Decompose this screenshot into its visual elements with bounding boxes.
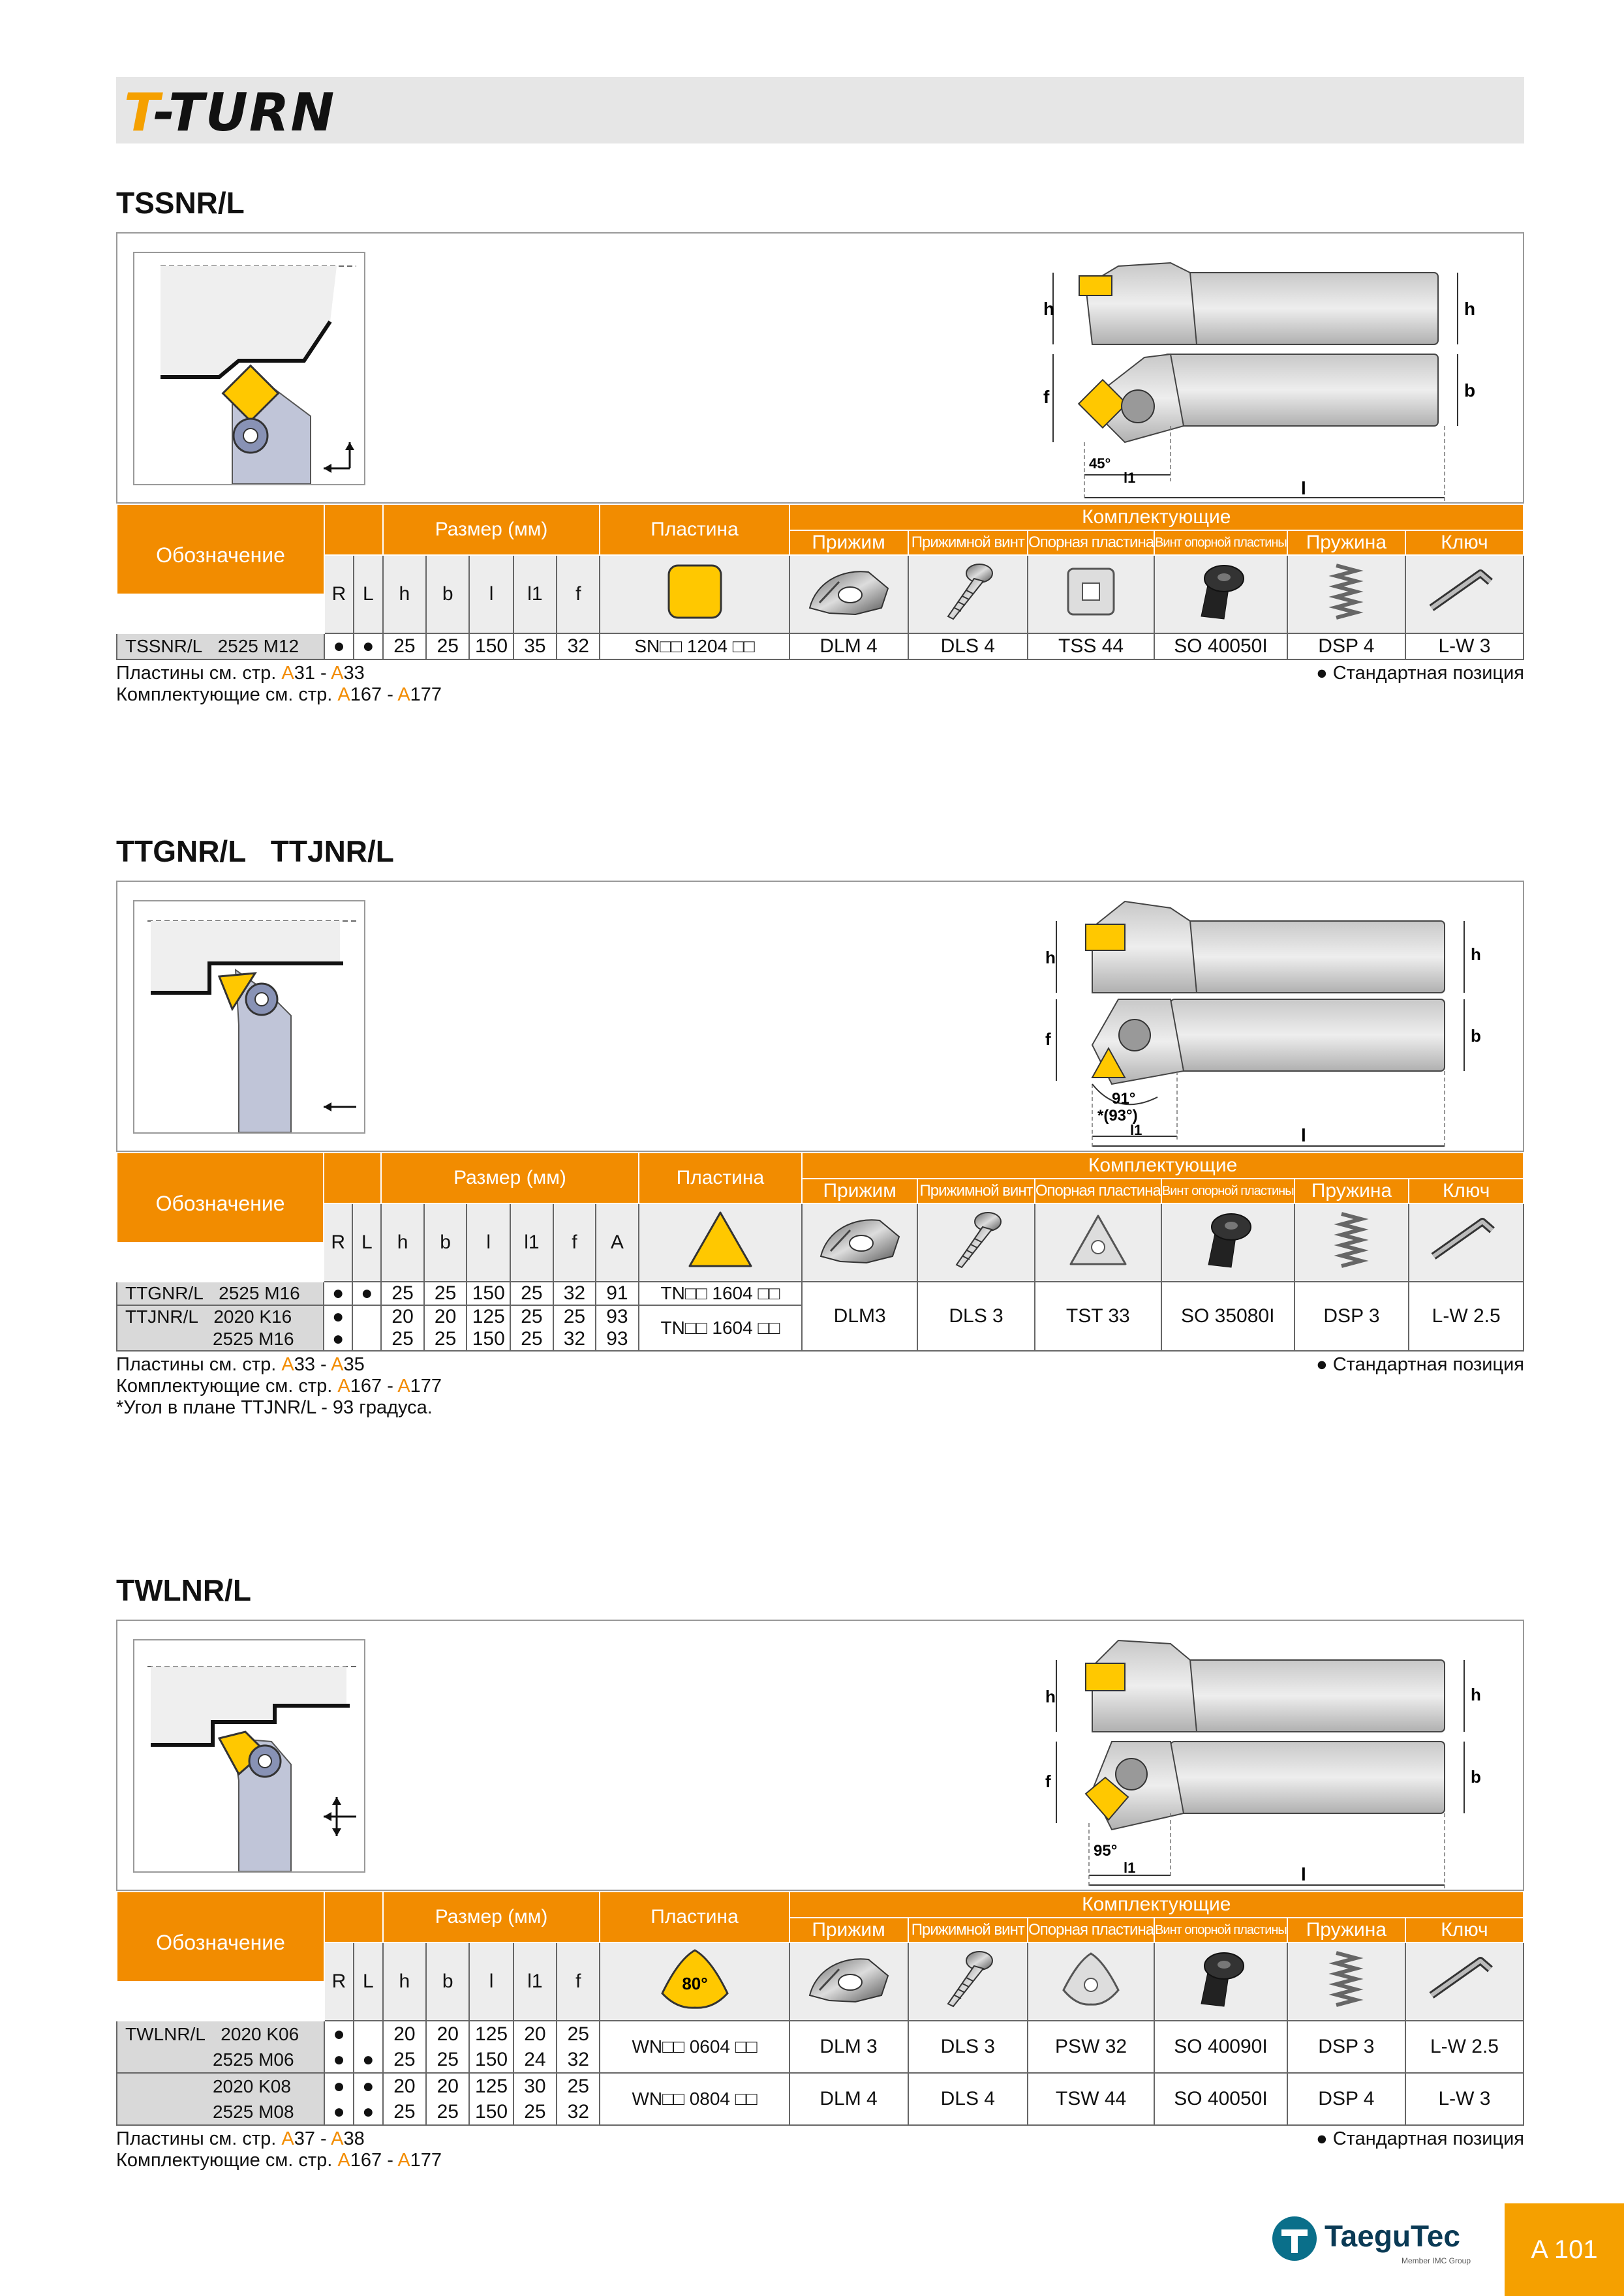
header-insert: Пластина — [600, 504, 789, 555]
brand-tagline: Member IMC Group — [1402, 2256, 1471, 2265]
taegutec-logo — [1271, 2211, 1480, 2273]
section-ttgnr-ttjnr — [116, 834, 1524, 1419]
standard-note: ● Стандартная позиция — [1316, 1354, 1524, 1375]
ttgnr-application-drawing — [134, 901, 364, 1132]
dim-f: f — [1043, 387, 1050, 407]
angle-label: 45° — [1089, 455, 1111, 472]
dim-l: l — [1301, 1864, 1306, 1884]
standard-note: ● Стандартная позиция — [1316, 2128, 1524, 2149]
header-clamp: Прижим — [789, 530, 908, 555]
angle-label: 91° — [1112, 1090, 1136, 1108]
spring-icon — [1287, 555, 1405, 633]
table-row: TSSNR/L 2525 M12 ● ● 25 25 150 35 32 SN□□ 1204 □□ DLM 4 DLS 4 TSS 44 SO 40050I DSP 4 L-W 3 — [117, 633, 1524, 659]
brand-name: TaeguTec — [1325, 2219, 1460, 2253]
designation-label: Обозначение — [117, 516, 324, 594]
footnote: *Угол в плане TTJNR/L - 93 градуса. — [116, 1397, 433, 1418]
designation-label: Обозначение — [117, 1903, 324, 1982]
spec-table-ttgnr: Размер (мм) Пластина Комплектующие Прижим Прижимной винт Опорная пластина Винт опорной пластины Пружина Ключ Обозначение R L h b l l1 f A TTGNR/L 2525 M16 ● ● 25 25 150 25 32 91 TN□□ 1604 □□ DLM3 DLS 3 TST 33 SO 35080I DSP 3 L-W 2.5 TTJNR/L 2020 K16 ● 20 20 125 25 25 93 TN□□ 1604 □□ 2525 M16 ● 25 25 150 25 32 93 — [116, 1152, 1524, 1352]
insert-square-icon — [600, 555, 789, 633]
notes: Пластины см. стр. A37 - A38 Комплектующие см. стр. A167 - A177 ● Стандартная позиция — [116, 2128, 1524, 2171]
clamp-icon — [789, 555, 908, 633]
table-row: 2020 K08 ● ● 20 20 125 30 25 WN□□ 0804 □□ DLM 4 DLS 4 TSW 44 SO 40050I DSP 4 L-W 3 — [117, 2073, 1524, 2099]
table-row: TTGNR/L 2525 M16 ● ● 25 25 150 25 32 91 TN□□ 1604 □□ DLM3 DLS 3 TST 33 SO 35080I DSP 3 L-W 2.5 — [117, 1282, 1524, 1305]
dim-l: l — [1301, 1125, 1306, 1145]
dim-b: b — [1464, 380, 1476, 400]
insert-angle: 80° — [681, 1974, 708, 1993]
header-shim: Опорная пластина — [1028, 530, 1154, 555]
header-spring: Пружина — [1287, 530, 1405, 555]
header-components: Комплектующие — [789, 504, 1524, 530]
key-icon — [1405, 1942, 1524, 2021]
header-components: Комплектующие — [802, 1153, 1524, 1179]
dim-h-right: h — [1471, 944, 1481, 964]
notes: Пластины см. стр. A33 - A35 Комплектующие см. стр. A167 - A177 *Угол в плане TTJNR/L - 93 градуса. ● Стандартная позиция — [116, 1354, 1524, 1418]
angle-label-alt: *(93°) — [1097, 1107, 1138, 1125]
dim-h-left: h — [1045, 948, 1056, 967]
header-key: Ключ — [1405, 530, 1524, 555]
dim-l1: l1 — [1124, 470, 1136, 486]
insert-triangle-icon — [639, 1203, 803, 1282]
header-size: Размер (мм) — [383, 504, 600, 555]
shim-screw-icon — [1154, 555, 1287, 633]
insert-trigon-icon — [600, 1942, 789, 2021]
dim-h-left: h — [1045, 1687, 1056, 1706]
header-size: Размер (мм) — [383, 1892, 600, 1942]
dim-h-right: h — [1471, 1685, 1481, 1704]
clamp-screw-icon — [917, 1203, 1035, 1282]
figure-box — [116, 232, 1524, 504]
section-twlnr — [116, 1573, 1524, 2171]
tssnr-application-drawing — [134, 253, 364, 484]
clamp-icon — [802, 1203, 917, 1282]
table-row: 2525 M06 ● ● 25 25 150 24 32 — [117, 2047, 1524, 2073]
clamp-screw-icon — [908, 1942, 1028, 2021]
table-row: TWLNR/L 2020 K06 ● 20 20 125 20 25 WN□□ 0604 □□ DLM 3 DLS 3 PSW 32 SO 40090I DSP 3 L-W 2.5 — [117, 2021, 1524, 2047]
standard-note: ● Стандартная позиция — [1316, 663, 1524, 684]
dim-h-left: h — [1043, 299, 1055, 319]
header-insert: Пластина — [600, 1892, 789, 1942]
shim-trigon-icon — [1028, 1942, 1154, 2021]
angle-label: 95° — [1094, 1842, 1118, 1860]
ttgnr-side-views — [1040, 888, 1510, 1149]
table-row: 2525 M08 ● ● 25 25 150 25 32 — [117, 2099, 1524, 2125]
table-row: TTJNR/L 2020 K16 ● 20 20 125 25 25 93 TN□□ 1604 □□ — [117, 1305, 1524, 1328]
clamp-icon — [789, 1942, 908, 2021]
page-number: A 101 — [1505, 2203, 1624, 2296]
section-title: TWLNR/L — [116, 1573, 251, 1607]
spec-table-twlnr: Размер (мм) Пластина Комплектующие Прижим Прижимной винт Опорная пластина Винт опорной пластины Пружина Ключ Обозначение R L h b l l1 f 80° TWLNR/L 2020 K06 ● 20 20 125 20 25 WN□□ 0604 □□ DLM 3 DLS 3 PSW 32 SO 40090I DSP 3 L-W 2.5 2525 M06 ● ● 25 25 150 24 32 2020 K08 ● ● 20 20 125 30 25 WN□□ 0804 □□ DLM 4 DLS 4 TSW 44 SO 40050I DSP 4 L-W 3 2525 M08 ● ● 25 25 150 25 32 — [116, 1891, 1524, 2126]
header-clamp-screw: Прижимной винт — [908, 530, 1028, 555]
header-bar — [116, 77, 1524, 144]
header-insert: Пластина — [639, 1153, 803, 1203]
twlnr-application-drawing — [134, 1640, 364, 1871]
application-diagram — [133, 252, 365, 485]
designation-label: Обозначение — [117, 1164, 324, 1243]
dim-h-right: h — [1464, 299, 1476, 319]
section-title: TSSNR/L — [116, 186, 245, 220]
figure-box — [116, 1620, 1524, 1891]
header-shim-screw: Винт опорной пластины — [1154, 530, 1287, 555]
section-title: TTGNR/L TTJNR/L — [116, 834, 394, 868]
application-diagram — [133, 1639, 365, 1873]
dim-l1: l1 — [1124, 1860, 1136, 1876]
dim-f: f — [1045, 1029, 1051, 1049]
dim-l1: l1 — [1130, 1122, 1142, 1138]
clamp-screw-icon — [908, 555, 1028, 633]
spec-table-tssnr: Размер (мм) Пластина Комплектующие Прижим Прижимной винт Опорная пластина Винт опорной пластины Пружина Ключ Обозначение R L h b l l1 f TSSNR/L 2525 M12 ● ● 25 25 150 35 32 SN□□ 1204 □□ DLM 4 DLS 4 TSS 44 SO 40050I DSP 4 L-W 3 — [116, 504, 1524, 660]
header-components: Комплектующие — [789, 1892, 1524, 1918]
tssnr-side-views — [1040, 240, 1510, 501]
application-diagram — [133, 900, 365, 1134]
dim-l: l — [1301, 478, 1306, 498]
shim-triangle-icon — [1035, 1203, 1161, 1282]
dim-b: b — [1471, 1767, 1481, 1787]
dim-f: f — [1045, 1772, 1051, 1791]
key-icon — [1409, 1203, 1524, 1282]
shim-square-icon — [1028, 555, 1154, 633]
dim-b: b — [1471, 1026, 1481, 1046]
table-row: 2525 M16 ● 25 25 150 25 32 93 — [117, 1328, 1524, 1351]
figure-box — [116, 881, 1524, 1152]
notes: Пластины см. стр. A31 - A33 Комплектующие см. стр. A167 - A177 ● Стандартная позиция — [116, 663, 1524, 705]
shim-screw-icon — [1161, 1203, 1295, 1282]
t-turn-logo: T-TURN — [124, 82, 336, 143]
spring-icon — [1287, 1942, 1405, 2021]
twlnr-side-views — [1040, 1627, 1510, 1888]
spring-icon — [1295, 1203, 1409, 1282]
header-size: Размер (мм) — [381, 1153, 638, 1203]
key-icon — [1405, 555, 1524, 633]
shim-screw-icon — [1154, 1942, 1287, 2021]
section-tssnr — [116, 185, 1524, 706]
